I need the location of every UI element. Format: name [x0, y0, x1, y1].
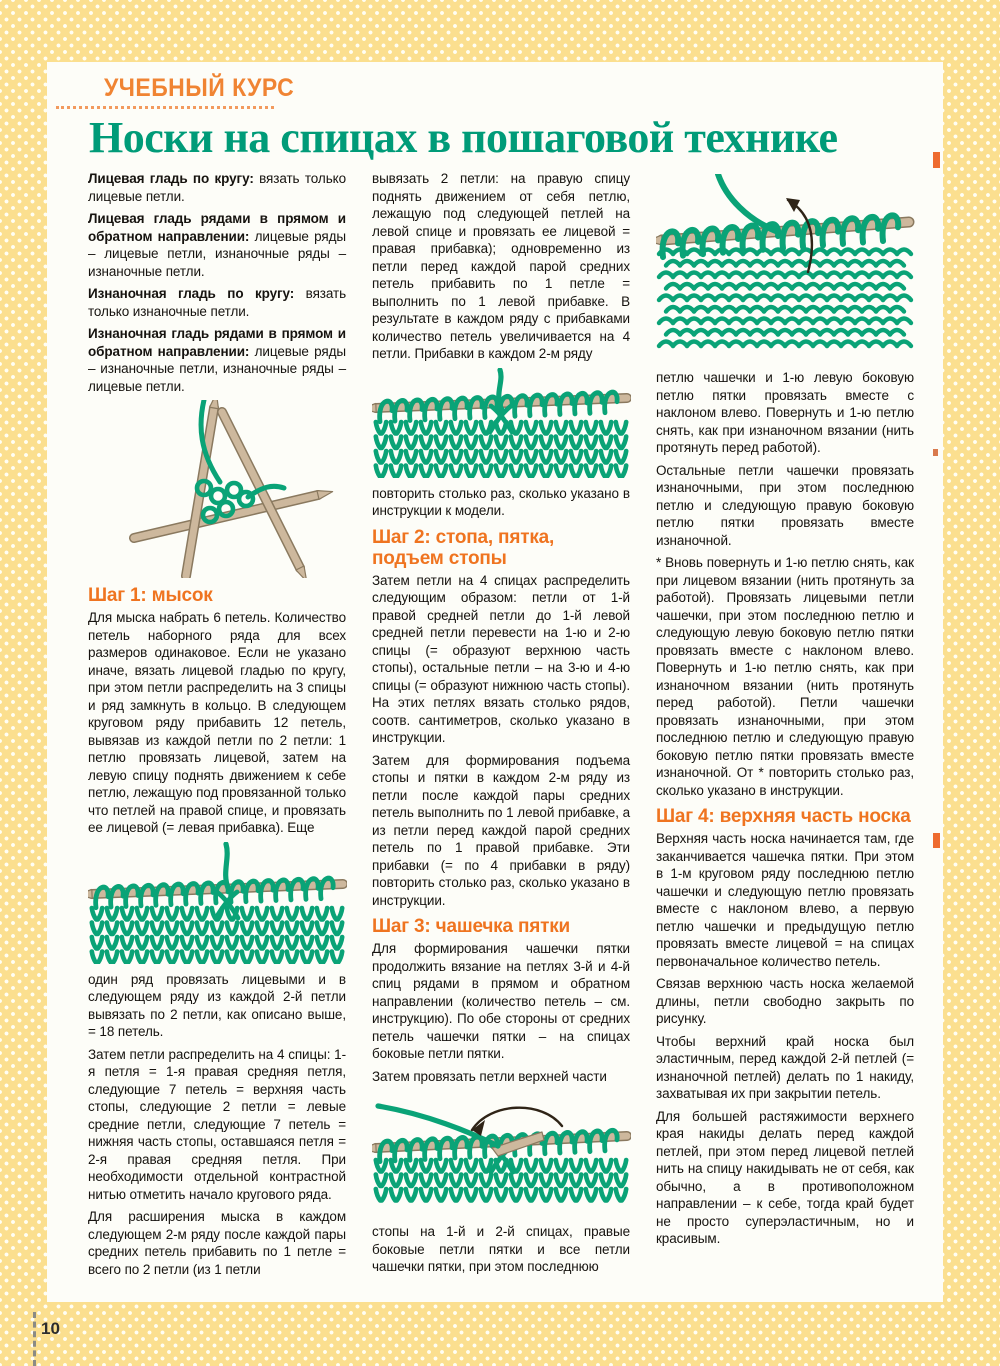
step-heading: Шаг 4: верхняя часть носка [656, 806, 911, 827]
paragraph: Для мыска набрать 6 петель. Количество петель наборного ряда для всех размеров одинаковое. Если не указано иначе, вязать лицевой гладью по кругу, при этом петли распределить на 3 спицы и ряд замкнуть в кольцо. В следующем круговом ряду прибавить 12 петель, вывязав из каждой петли по 2 петли: 1 петлю провязать лицевой, затем на левую спицу поднять движением к себе петлю, лежащую под провязанной только что петлей на правой спице, и провязать ее лицевой (= левая прибавка). Еще [88, 610, 346, 835]
needles-cross-figure [88, 400, 346, 578]
step-heading: Шаг 2: стопа, пятка, подъем стопы [372, 526, 555, 569]
heel-turn-illustration [372, 1090, 631, 1216]
paragraph: Верхняя часть носка начинается там, где заканчивается чашечка пятки. При этом в 1-м круговом ряду последнюю петлю чашечки и следующую петлю провязать вместе с наклоном влево, а первую петлю чашечки и предыдущую петлю провязать вместе лицевой = на спицах первоначальное количество петель. [656, 831, 914, 969]
section-kicker: УЧЕБНЫЙ КУРС [104, 74, 295, 102]
increase-illustration-mid [372, 368, 631, 478]
paragraph: Для расширения мыска в каждом следующем 2-м ряду после каждой пары средних петель прибавить по 1 петле = всего по 2 петли (из 1 петли [88, 1209, 346, 1277]
paragraph: Лицевая гладь рядами в прямом и обратном направлении: лицевые ряды – лицевые петли, изнаночные ряды – изнаночные петли. [88, 211, 346, 279]
paragraph: стопы на 1-й и 2-й спицах, правые боковые петли пятки и все петли чашечки пятки, при этом последнюю [372, 1224, 630, 1274]
paragraph: Затем петли на 4 спицах распределить следующим образом: петли от 1-й правой средней петли до 1-й левой средней петли перевести на 1-ю и 2-ю спицы (= образуют верхнюю часть стопы), остальные петли – на 3-ю и 4-ю спицы (= образуют нижнюю часть стопы). На этих петлях вязать столько рядов, соотв. сантиметров, сколько указано в инструкции. [372, 572, 630, 745]
folio-dashed-rule [33, 1312, 36, 1366]
knit-increase-left-figure [88, 842, 346, 964]
column-middle [372, 170, 630, 1283]
paragraph: повторить столько раз, сколько указано в инструкции к модели. [372, 485, 630, 518]
paragraph: Для формирования чашечки пятки продолжить вязание на петлях 3-й и 4-й спиц рядами в прямом и обратном направлении (количество петель – см. инструкцию). По обе стороны от средних петель чашечки пятки – на спицах боковые петли пятки. [372, 941, 630, 1061]
magazine-page [47, 62, 943, 1302]
paragraph-lead: Лицевая гладь рядами в прямом и обратном направлении: [88, 211, 346, 244]
paragraph: Для большей растяжимости верхнего края накиды делать перед каждой петлей, при этом перед лицевой петлей нить на спицу накидывать не от себя, как обычно, а в противоположном направлении – к себе, тогда край будет не просто суперэластичным, но и красивым. [656, 1108, 914, 1246]
paragraph-lead: Изнаночная гладь рядами в прямом и обратном направлении: [88, 326, 346, 359]
paragraph: Чтобы верхний край носка был эластичным, перед каждой 2-й петлей (= изнаночной петлей) делать по 1 накиду, захватывая их при закрытии петель. [656, 1033, 914, 1101]
pickup-loop-illustration [656, 174, 915, 362]
step-heading: Шаг 3: чашечка пятки [372, 916, 570, 937]
knit-turn-figure [372, 1090, 630, 1216]
knit-swatch-pickup-figure [656, 174, 914, 362]
column-right [656, 170, 914, 1283]
paragraph-lead: Лицевая гладь по кругу: [88, 171, 254, 186]
paragraph: * Вновь повернуть и 1-ю петлю снять, как при лицевом вязании (нить протянуть за работой). Провязать лицевыми петли чашечки, при этом последнюю петлю и следующую левую боковую петлю пятки провязать вместе с наклоном влево. Повернуть и 1-ю петлю снять, как при изнаночном вязании (нить протянуть перед работой). Петли чашечки провязать изнаночными, при этом последнюю петлю и следующую правую боковую петлю пятки провязать вместе изнаночной. От * повторить столько раз, сколько указано в инструкции. [656, 555, 914, 798]
paragraph: Изнаночная гладь рядами в прямом и обратном направлении: лицевые ряды – изнаночные петли, изнаночные ряды – лицевые петли. [88, 326, 346, 394]
print-edge-mark [933, 152, 940, 168]
paragraph: Остальные петли чашечки провязать изнаночными, при этом последнюю петлю и следующую правую боковую петлю пятки провязать вместе изнаночной. [656, 462, 914, 548]
paragraph-lead: Изнаночная гладь по кругу: [88, 286, 295, 301]
article-columns [88, 170, 914, 1283]
paragraph: Затем провязать петли верхней части [372, 1068, 607, 1084]
cast-on-needles-illustration [88, 400, 347, 578]
print-edge-mark [933, 833, 940, 848]
step-heading: Шаг 1: мысок [88, 585, 213, 606]
page-number: 10 [41, 1319, 60, 1338]
paragraph: Затем петли распределить на 4 спицы: 1-я петля = 1-я правая средняя петля, следующие 7 петель = верхняя часть стопы, следующие 2 петли = левые средние петли, следующие 7 петель = нижняя часть стопы, оставшаяся петля = 2-я правая средняя петля. При необходимости отдельной контрастной нитью отметить начало кругового ряда. [88, 1046, 346, 1202]
increase-illustration-left [88, 842, 347, 964]
page-title: Носки на спицах в пошаговой технике [89, 113, 838, 162]
paragraph: петлю чашечки и 1-ю левую боковую петлю пятки провязать вместе с наклоном влево. Повернуть и 1-ю петлю снять, как при изнаночном вязании (нить протянуть перед работой). [656, 370, 914, 455]
kicker-dotted-rule [56, 106, 274, 109]
paragraph: Лицевая гладь по кругу: вязать только лицевые петли. [88, 171, 346, 204]
print-edge-mark [933, 449, 938, 456]
paragraph: вывязать 2 петли: на правую спицу поднять движением от себя петлю, лежащую под следующей петлей на левой спице и провязать ее лицевой = правая прибавка); одновременно из петли перед каждой парой средних петель прибавить по 1 петле = выполнить по 1 левой прибавке. В результате в каждом ряду с прибавками количество петель увеличивается на 4 петли. Прибавки в каждом 2-м ряду [372, 171, 630, 361]
paragraph: Затем для формирования подъема стопы и пятки в каждом 2-м ряду из петли после каждой пары средних петель выполнить по 1 левой прибавке, а из петли перед каждой парой средних петель по 1 правой прибавке. Эти прибавки (= по 4 прибавки в ряду) повторить столько раз, сколько указано в инструкции. [372, 752, 630, 908]
knit-increase-mid-figure [372, 368, 630, 478]
paragraph: один ряд провязать лицевыми и в следующем ряду из каждой 2-й петли вывязать по 2 петли, как описано выше, = 18 петель. [88, 971, 346, 1039]
paragraph: Связав верхнюю часть носка желаемой длины, петли свободно закрыть по рисунку. [656, 976, 914, 1026]
paragraph: Изнаночная гладь по кругу: вязать только изнаночные петли. [88, 286, 347, 319]
column-left [88, 170, 346, 1283]
